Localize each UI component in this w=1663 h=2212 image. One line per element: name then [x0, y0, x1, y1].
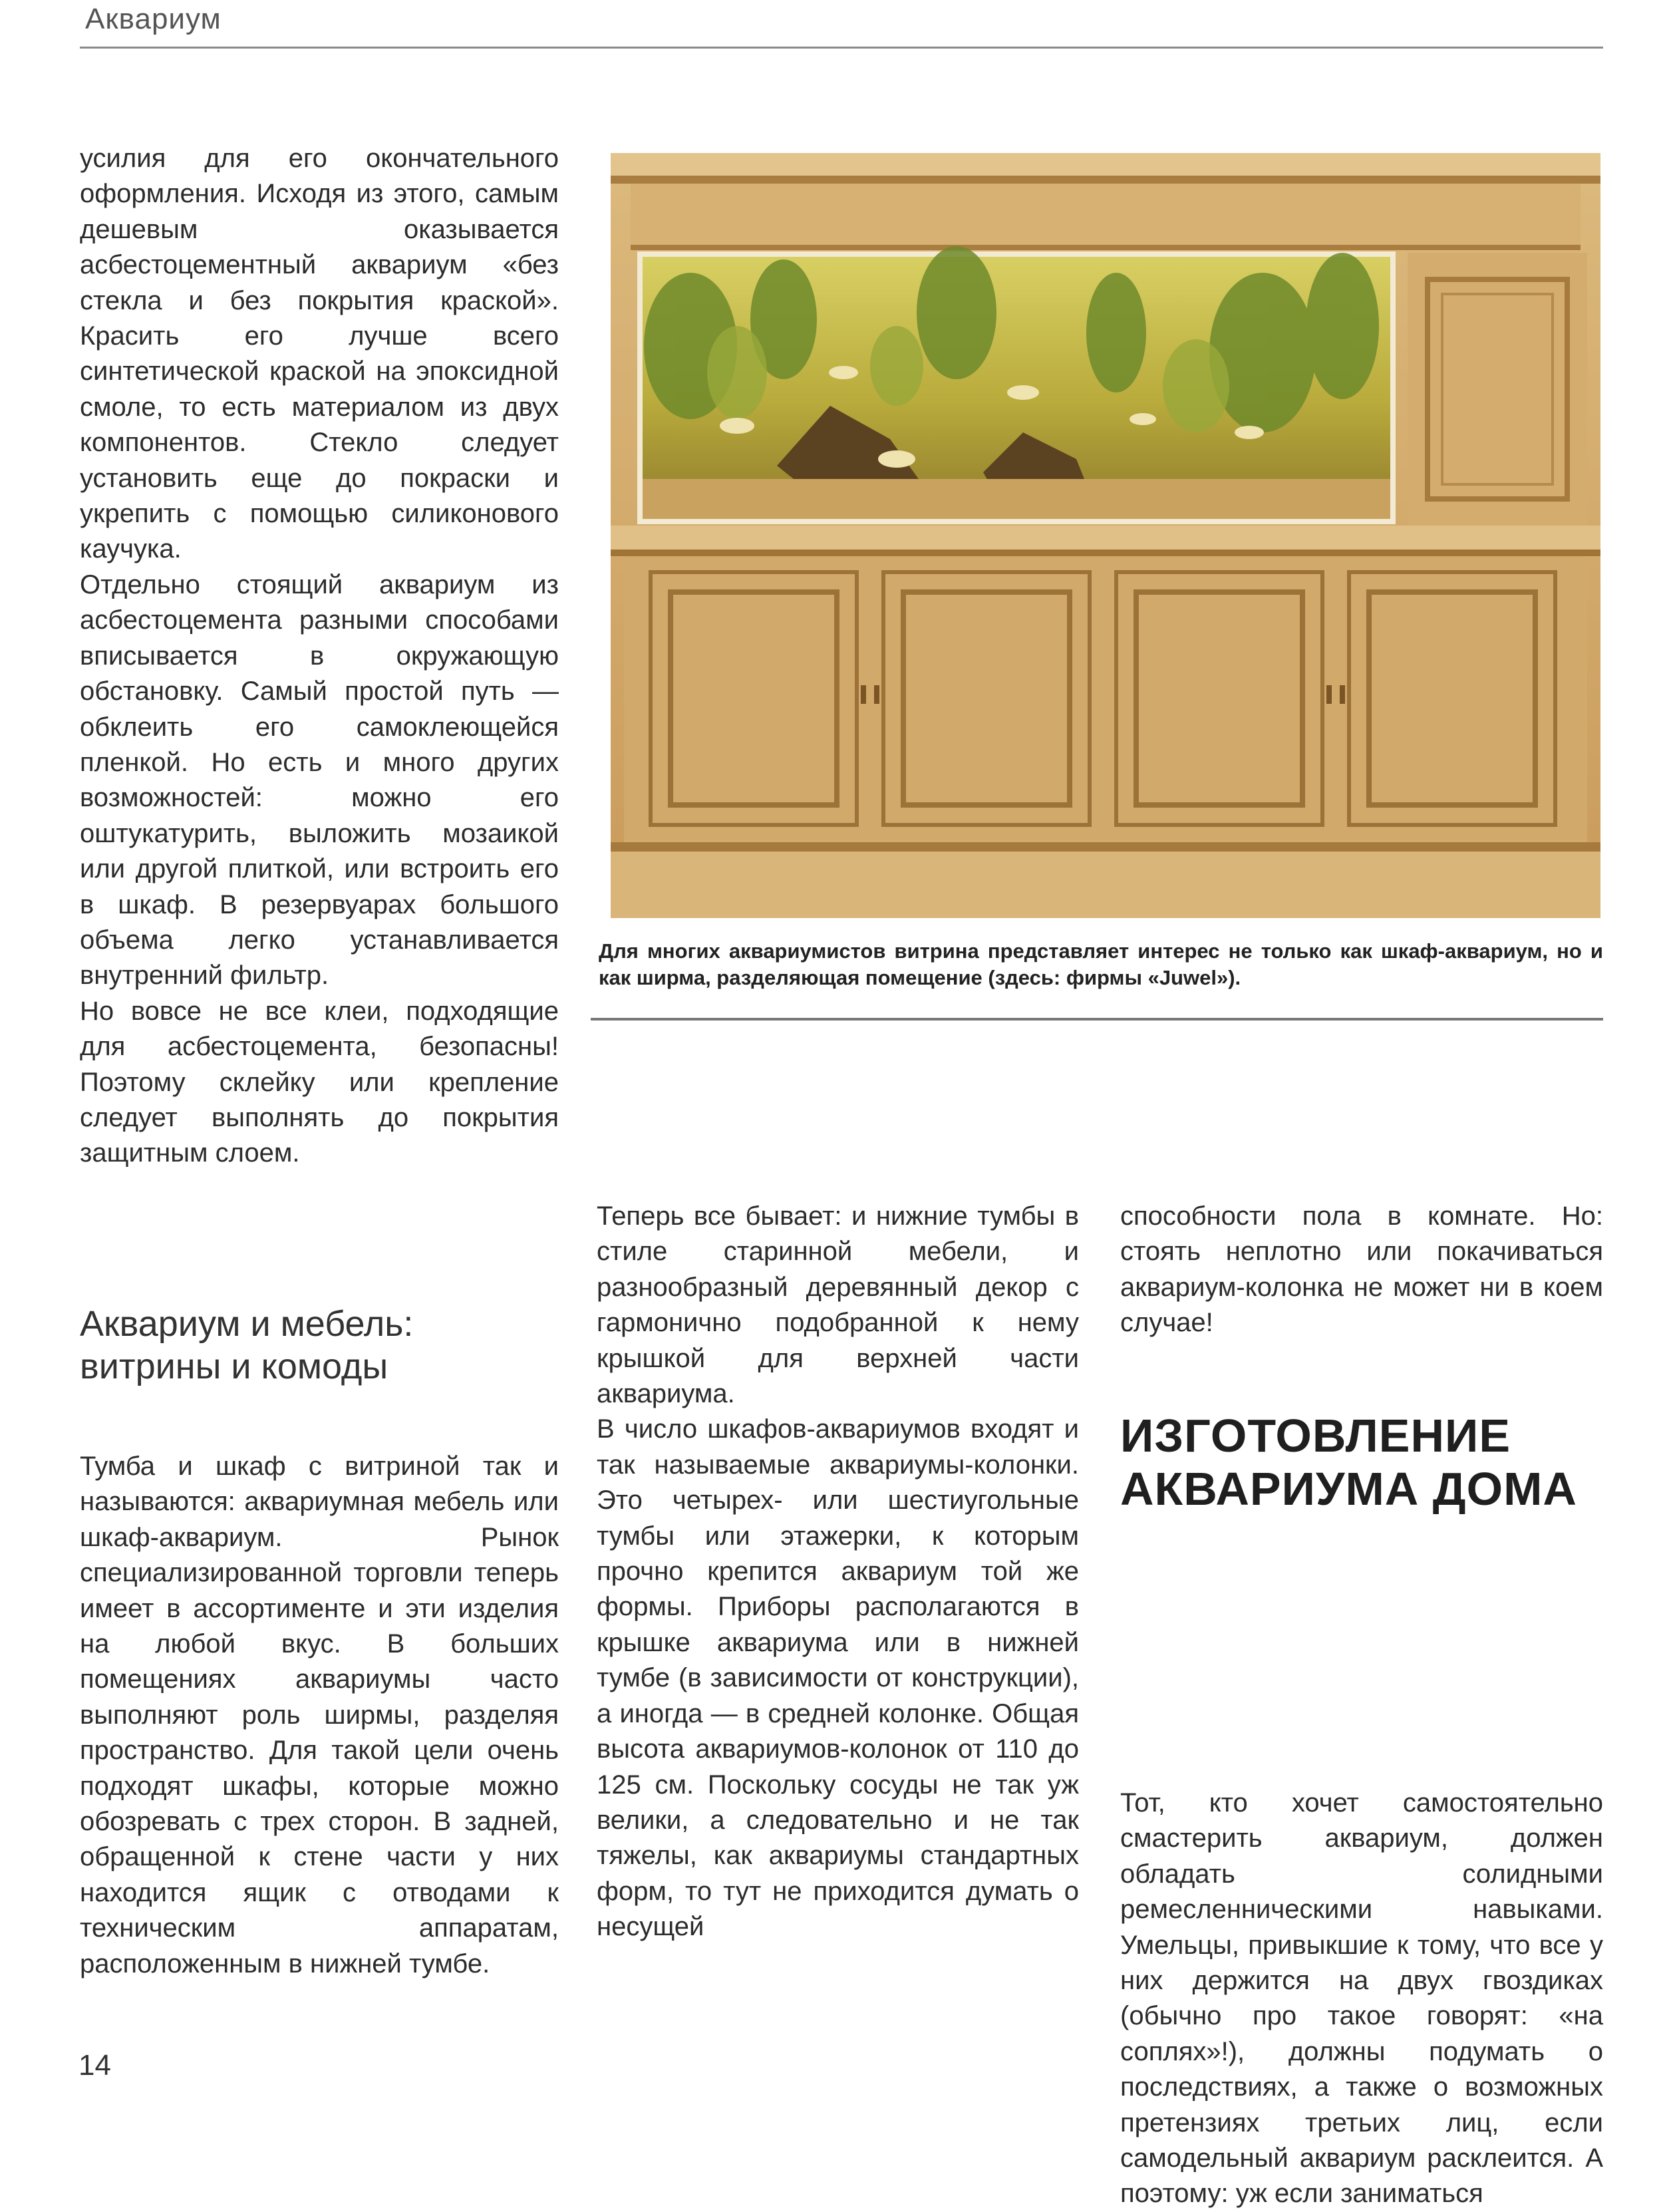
- paragraph: способности пола в комнате. Но: стоять неплотно или покачиваться аквариум-колонка не может ни в коем случае!: [1120, 1201, 1603, 1338]
- subheading-line: Аквариум и мебель:: [80, 1304, 414, 1344]
- section-heading-home-aquarium: [1120, 1409, 1603, 1515]
- paragraph: усилия для его окончательного оформления. Исходя из этого, самым дешевым оказывается асбестоцементный аквариум «без стекла и без покрытия краской». Красить его лучше всего синтетической краской на эпоксидной смоле, то есть материалом из двух компонентов. Стекло следует установить еще до покраски и укрепить с помощью силиконового каучука.: [80, 144, 559, 564]
- heading-line: АКВАРИУМА ДОМА: [1120, 1463, 1577, 1515]
- paragraph: Теперь все бывает: и нижние тумбы в стиле старинной мебели, и разнообразный деревянный декор с гармонично подобранной к нему крышкой для верхней части аквариума.: [597, 1201, 1079, 1409]
- paragraph: Тумба и шкаф с витриной так и называются: аквариумная мебель или шкаф-аквариум. Рынок специализированной торговли теперь имеет в ассортименте и эти изделия на любой вкус. В больших помещениях аквариумы часто выполняют роль ширмы, разделяя пространство. Для такой цели очень подходят шкафы, которые можно обозревать с трех сторон. В задней, обращенной к стене части у них находится ящик с отводами к техническим аппаратам, расположенным в нижней тумбе.: [80, 1452, 559, 1978]
- column-1-top: [80, 141, 559, 1172]
- subheading-aquarium-furniture: [80, 1303, 559, 1388]
- subheading-line: витрины и комоды: [80, 1346, 388, 1386]
- figure-caption: Для многих аквариумистов витрина представляет интерес не только как шкаф-аквариум, но и как ширма, разделяющая помещение (здесь: фирмы «Juwel»).: [599, 939, 1603, 989]
- paragraph: Но вовсе не все клеи, подходящие для асбестоцемента, безопасны! Поэтому склейку или крепление следует выполнять до покрытия защитным слоем.: [80, 996, 559, 1168]
- header-rule: [80, 47, 1603, 49]
- paragraph: Отдельно стоящий аквариум из асбестоцемента разными способами вписывается в окружающую обстановку. Самый простой путь — обклеить его самоклеющейся пленкой. Но есть и много других возможностей: можно его оштукатурить, выложить мозаикой или другой плиткой, или встроить его в шкаф. В резервуарах большого объема легко устанавливается внутренний фильтр.: [80, 569, 559, 991]
- caption-rule: [591, 1018, 1603, 1021]
- paragraph: Тот, кто хочет самостоятельно смастерить аквариум, должен обладать солидными ремесленническими навыками. Умельцы, привыкшие к тому, что все у них держится на двух гвоздиках (обычно про такое говорят: «на соплях»!), должны подумать о последствиях, а также о возможных претензиях третьих лиц, если самодельный аквариум расклеится. А поэтому: уж если заниматься: [1120, 1788, 1603, 2209]
- aquarium-cabinet-illustration: [611, 153, 1600, 918]
- column-3-bottom: [1120, 1786, 1603, 2212]
- column-3-top: [1120, 1199, 1603, 1341]
- heading-line: ИЗГОТОВЛЕНИЕ: [1120, 1410, 1511, 1462]
- aquarium-cabinet-photo: [611, 153, 1600, 918]
- page-number: 14: [78, 2049, 111, 2082]
- paragraph: В число шкафов-аквариумов входят и так называемые аквариумы-колонки. Это четырех- или шестиугольные тумбы или этажерки, к которым прочно крепится аквариум той же формы. Приборы располагаются в крышке аквариума или в нижней тумбе (в зависимости от конструкции), а иногда — в средней колонке. Общая высота аквариумов-колонок от 110 до 125 см. Поскольку сосуды не так уж велики, а следовательно и не так тяжелы, как аквариумы стандартных форм, то тут не приходится думать о несущей: [597, 1414, 1079, 1942]
- running-head: Аквариум: [85, 3, 222, 35]
- column-2: [597, 1199, 1079, 1945]
- column-1-bottom: [80, 1449, 559, 1982]
